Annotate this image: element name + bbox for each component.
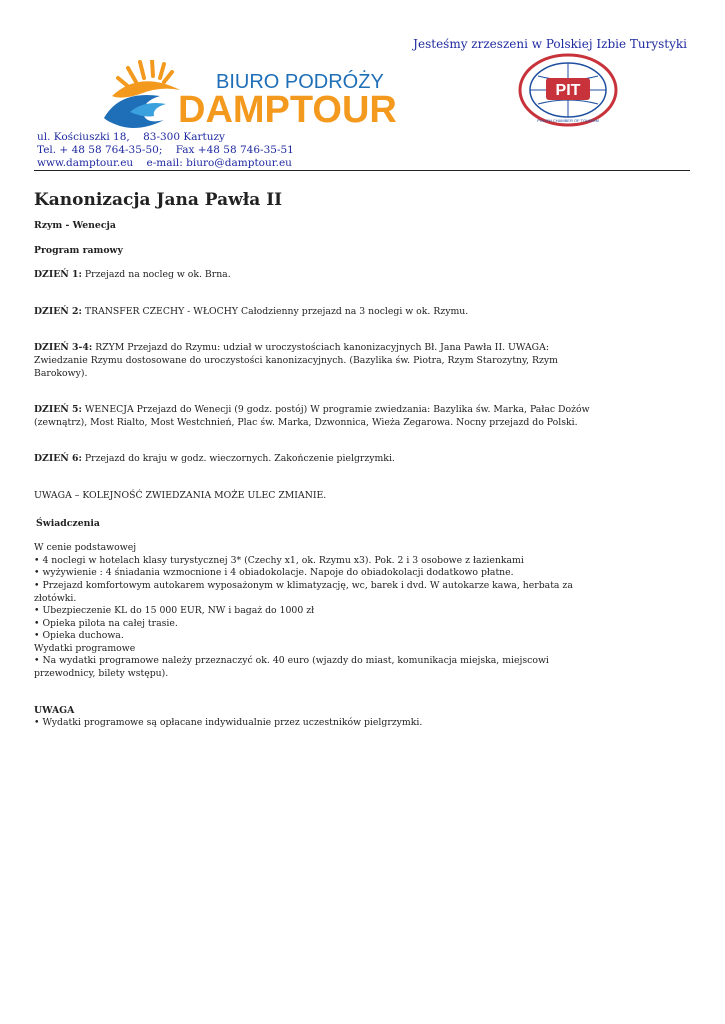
route: Rzym - Wenecja	[34, 220, 116, 231]
web-email: www.damptour.eu e-mail: biuro@damptour.eu	[37, 157, 292, 169]
day-5: DZIEŃ 5: WENECJA Przejazd do Wenecji (9 godz. postój) W programie zwiedzania: Bazylika św. Marka, Pałac Dożów (zewnątrz), Most Rialto, Most Westchnień, Plac św. Marka, Dzwonnica, Wieża Zegarowa. Nocny przejazd do Polski.	[34, 404, 590, 428]
document-body	[34, 190, 594, 730]
divider	[34, 170, 690, 171]
pit-logo	[516, 52, 620, 128]
program-heading: Program ramowy	[34, 244, 123, 256]
list-item: • Przejazd komfortowym autokarem wyposażonym w klimatyzację, wc, barek i dvd. W autokarze kawa, herbata za złotówki.	[34, 579, 573, 604]
list-item: • wyżywienie : 4 śniadania wzmocnione i 4 obiadokolacje. Napoje do obiadokolacji dodatkowo płatne.	[34, 567, 514, 579]
pit-text: PIT	[555, 82, 581, 99]
damptour-logo	[100, 60, 420, 130]
list-item: • 4 noclegi w hotelach klasy turystycznej 3* (Czechy x1, ok. Rzymu x3). Pok. 2 i 3 osobowe z łazienkami	[34, 554, 524, 566]
contact-block	[37, 131, 294, 170]
day-2: DZIEŃ 2: TRANSFER CZECHY - WŁOCHY Całodzienny przejazd na 3 noclegi w ok. Rzymu.	[34, 305, 469, 317]
list-item: • Na wydatki programowe należy przeznaczyć ok. 40 euro (wjazdy do miast, komunikacja miejska, miejscowi przewodnicy, bilety wstępu).	[34, 655, 549, 680]
list-item: • Opieka duchowa.	[34, 630, 124, 642]
list-item: • Opieka pilota na całej trasie.	[34, 617, 178, 629]
order-warning: UWAGA – KOLEJNOŚĆ ZWIEDZANIA MOŻE ULEC ZMIANIE.	[34, 489, 327, 501]
sun-icon	[112, 60, 180, 98]
tagline: Jesteśmy zrzeszeni w Polskiej Izbie Turystyki	[413, 37, 687, 51]
list-item: • Ubezpieczenie KL do 15 000 EUR, NW i bagaż do 1000 zł	[34, 605, 315, 617]
wave-icon	[104, 95, 166, 128]
day-1: DZIEŃ 1: Przejazd na nocleg w ok. Brna.	[34, 269, 231, 281]
services-heading: Świadczenia	[36, 517, 100, 529]
note-text: • Wydatki programowe są opłacane indywidualnie przez uczestników pielgrzymki.	[34, 717, 423, 729]
note-heading: UWAGA	[34, 704, 75, 716]
day-3-4: DZIEŃ 3-4: RZYM Przejazd do Rzymu: udział w uroczystościach kanonizacyjnych Bł. Jana Pawła II. UWAGA: Zwiedzanie Rzymu dostosowane do uroczystości kanonizacyjnych. (Bazylika św. Piotra, Rzym Starozytny, Rzym Barokowy).	[34, 342, 558, 379]
page-title: Kanonizacja Jana Pawła II	[34, 190, 283, 210]
logo-main-text: DAMPTOUR	[178, 89, 397, 130]
address: ul. Kościuszki 18, 83-300 Kartuzy	[37, 131, 225, 143]
pit-ring-text: POLISH CHAMBER OF TOURISM	[537, 118, 599, 123]
list-item: Wydatki programowe	[34, 642, 136, 654]
phones: Tel. + 48 58 764-35-50; Fax +48 58 746-35-51	[37, 144, 294, 156]
day-6: DZIEŃ 6: Przejazd do kraju w godz. wieczornych. Zakończenie pielgrzymki.	[34, 453, 395, 465]
logo-top-text: BIURO PODRÓŻY	[216, 71, 384, 93]
services-list	[34, 542, 594, 681]
list-item: W cenie podstawowej	[34, 542, 137, 554]
